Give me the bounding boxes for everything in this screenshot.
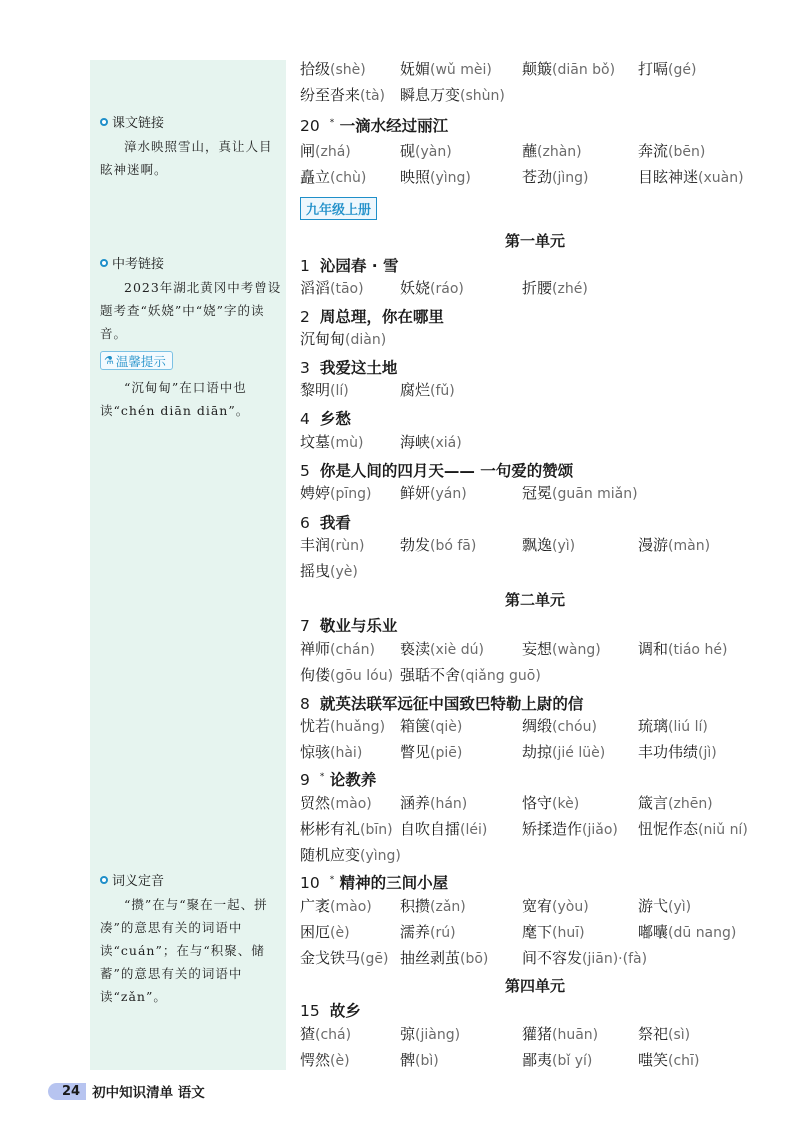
vocab-word [638, 638, 727, 659]
vocab-hanzi: 抽丝剥茧 [400, 949, 461, 967]
lesson-heading: 7 敬业与乐业 [300, 617, 398, 635]
vocab-pinyin: (hài) [330, 745, 363, 761]
unit-heading: 第四单元 [504, 977, 565, 995]
vocab-hanzi: 妩媚 [400, 60, 431, 78]
vocab-pinyin: (huān) [552, 1027, 599, 1043]
vocab-pinyin: (yì) [668, 899, 692, 915]
vocab-word [522, 58, 615, 79]
vocab-hanzi: 猹 [300, 1025, 316, 1043]
vocab-pinyin: (màn) [668, 538, 711, 554]
vocab-row [300, 560, 770, 584]
vocab-pinyin: (mào) [330, 899, 372, 915]
vocab-word [522, 818, 618, 839]
vocab-pinyin: (yìng) [360, 848, 401, 864]
vocab-word [638, 1023, 690, 1044]
vocab-word [400, 140, 452, 161]
vocab-row [300, 715, 770, 739]
vocab-word [400, 166, 471, 187]
vocab-pinyin: (diān bǒ) [552, 62, 616, 78]
vocab-word [400, 84, 505, 105]
vocab-word [522, 792, 579, 813]
vocab-word [638, 715, 708, 736]
vocab-word [522, 638, 601, 659]
vocab-row [300, 1049, 770, 1073]
vocab-pinyin: (yè) [330, 564, 358, 580]
vocab-hanzi: 海峡 [400, 433, 431, 451]
lesson-heading: 4 乡愁 [300, 410, 351, 428]
vocab-hanzi: 髀 [400, 1051, 416, 1069]
vocab-row [300, 844, 770, 868]
vocab-pinyin: (è) [330, 1053, 350, 1069]
vocab-hanzi: 妄想 [522, 640, 553, 658]
vocab-word [638, 741, 717, 762]
vocab-hanzi: 娉婷 [300, 484, 331, 502]
vocab-hanzi: 间不容发 [522, 949, 583, 967]
vocab-pinyin: (mào) [330, 796, 372, 812]
vocab-word [400, 277, 464, 298]
lesson-heading: 10 * 精神的三间小屋 [300, 874, 449, 892]
vocab-hanzi: 颠簸 [522, 60, 553, 78]
vocab-pinyin: (niǔ ní) [698, 822, 748, 838]
page-number: 24 [48, 1083, 86, 1100]
vocab-pinyin: (bì) [415, 1053, 439, 1069]
vocab-hanzi: 金戈铁马 [300, 949, 361, 967]
vocab-row [300, 638, 770, 662]
vocab-hanzi: 沉甸甸 [300, 330, 346, 348]
vocab-hanzi: 贸然 [300, 794, 331, 812]
vocab-pinyin: (bǐ yí) [552, 1053, 593, 1069]
vocab-word [638, 895, 691, 916]
vocab-hanzi: 涵养 [400, 794, 431, 812]
vocab-pinyin: (fǔ) [430, 383, 455, 399]
vocab-word [638, 166, 744, 187]
vocab-hanzi: 勃发 [400, 536, 431, 554]
vocab-word [522, 715, 597, 736]
sidebar-tip-title: 温馨提示 [115, 353, 166, 369]
vocab-hanzi: 鲜妍 [400, 484, 431, 502]
vocab-row [300, 921, 770, 945]
vocab-hanzi: 瞬息万变 [400, 86, 461, 104]
vocab-hanzi: 忧若 [300, 717, 331, 735]
vocab-word [400, 895, 466, 916]
vocab-pinyin: (gé) [668, 62, 697, 78]
vocab-hanzi: 丰润 [300, 536, 331, 554]
vocab-hanzi: 弶 [400, 1025, 416, 1043]
vocab-hanzi: 禅师 [300, 640, 331, 658]
sidebar-kewen [100, 112, 282, 181]
vocab-hanzi: 恪守 [522, 794, 553, 812]
vocab-row [300, 482, 770, 506]
vocab-row [300, 792, 770, 816]
vocab-pinyin: (zhàn) [537, 144, 582, 160]
vocab-pinyin: (hán) [430, 796, 468, 812]
vocab-hanzi: 忸怩作态 [638, 820, 699, 838]
vocab-hanzi: 蘸 [522, 142, 538, 160]
vocab-word [300, 140, 351, 161]
vocab-row [300, 741, 770, 765]
vocab-hanzi: 鄙夷 [522, 1051, 553, 1069]
vocab-pinyin: (chóu) [552, 719, 597, 735]
vocab-pinyin: (lí) [330, 383, 349, 399]
vocab-hanzi: 嗤笑 [638, 1051, 669, 1069]
vocab-word [400, 58, 492, 79]
vocab-word [522, 534, 575, 555]
vocab-pinyin: (kè) [552, 796, 580, 812]
vocab-hanzi: 箴言 [638, 794, 669, 812]
vocab-hanzi: 嘟囔 [638, 923, 669, 941]
vocab-pinyin: (liú lí) [668, 719, 708, 735]
vocab-hanzi: 强聒不舍 [400, 666, 461, 684]
vocab-hanzi: 佝偻 [300, 666, 331, 684]
vocab-word [522, 1023, 598, 1044]
lesson-heading: 9 * 论教养 [300, 771, 377, 789]
unit-heading: 第一单元 [504, 232, 565, 250]
vocab-pinyin: (pīng) [330, 486, 372, 502]
vocab-word [400, 482, 467, 503]
thermometer-icon: ⚗ [104, 354, 114, 367]
vocab-pinyin: (bēn) [668, 144, 706, 160]
vocab-word [522, 140, 582, 161]
vocab-word [522, 921, 585, 942]
vocab-hanzi: 麾下 [522, 923, 553, 941]
tip-badge [100, 351, 173, 370]
vocab-hanzi: 冠冕 [522, 484, 553, 502]
vocab-pinyin: (gē) [360, 951, 389, 967]
vocab-pinyin: (tāo) [330, 281, 364, 297]
vocab-row [300, 664, 770, 688]
vocab-pinyin: (zhá) [315, 144, 351, 160]
vocab-hanzi: 映照 [400, 168, 431, 186]
vocab-row [300, 947, 770, 971]
lesson-heading: 20 * 一滴水经过丽江 [300, 117, 449, 135]
vocab-pinyin: (piē) [430, 745, 463, 761]
vocab-word [300, 844, 401, 865]
vocab-word [300, 947, 388, 968]
vocab-pinyin: (chù) [330, 170, 367, 186]
bullet-icon [100, 876, 108, 884]
vocab-word [300, 431, 363, 452]
vocab-word [300, 921, 350, 942]
vocab-hanzi: 滔滔 [300, 279, 331, 297]
vocab-row [300, 166, 770, 190]
vocab-pinyin: (bó fā) [430, 538, 477, 554]
vocab-pinyin: (yìng) [430, 170, 471, 186]
vocab-hanzi: 打嗝 [638, 60, 669, 78]
vocab-pinyin: (diàn) [345, 332, 387, 348]
vocab-pinyin: (tà) [360, 88, 386, 104]
vocab-word [522, 1049, 592, 1070]
vocab-pinyin: (wàng) [552, 642, 601, 658]
vocab-hanzi: 矫揉造作 [522, 820, 583, 838]
vocab-word [522, 482, 638, 503]
vocab-hanzi: 腐烂 [400, 381, 431, 399]
vocab-hanzi: 纷至沓来 [300, 86, 361, 104]
vocab-pinyin: (xuàn) [698, 170, 744, 186]
vocab-hanzi: 随机应变 [300, 846, 361, 864]
grade-badge: 九年级上册 [300, 197, 377, 220]
vocab-pinyin: (zǎn) [430, 899, 466, 915]
vocab-pinyin: (è) [330, 925, 350, 941]
vocab-word [522, 741, 605, 762]
vocab-word [522, 277, 588, 298]
vocab-word [400, 921, 456, 942]
vocab-word [300, 1023, 351, 1044]
vocab-hanzi: 砚 [400, 142, 416, 160]
vocab-hanzi: 矗立 [300, 168, 331, 186]
sidebar-ciyi-title: 词义定音 [112, 874, 165, 889]
vocab-hanzi: 丰功伟绩 [638, 743, 699, 761]
vocab-hanzi: 绸缎 [522, 717, 553, 735]
vocab-word [400, 1023, 460, 1044]
vocab-word [400, 741, 462, 762]
vocab-pinyin: (rùn) [330, 538, 365, 554]
vocab-word [300, 84, 385, 105]
vocab-row [300, 895, 770, 919]
vocab-word [300, 895, 372, 916]
vocab-pinyin: (gōu lóu) [330, 668, 394, 684]
vocab-hanzi: 闸 [300, 142, 316, 160]
vocab-word [400, 379, 455, 400]
unit-heading: 第二单元 [504, 591, 565, 609]
vocab-word [300, 664, 393, 685]
vocab-pinyin: (dū nang) [668, 925, 737, 941]
vocab-word [522, 895, 589, 916]
sidebar-kewen-text: 漳水映照雪山，真让人目眩神迷啊。 [100, 139, 273, 177]
lesson-heading: 5 你是人间的四月天—— 一句爱的赞颂 [300, 462, 574, 480]
vocab-pinyin: (yì) [552, 538, 576, 554]
vocab-pinyin: (tiáo hé) [668, 642, 728, 658]
vocab-pinyin: (ráo) [430, 281, 464, 297]
vocab-pinyin: (huǎng) [330, 719, 386, 735]
vocab-pinyin: (xiá) [430, 435, 462, 451]
vocab-hanzi: 奔流 [638, 142, 669, 160]
vocab-pinyin: (rú) [430, 925, 456, 941]
sidebar-ciyi [100, 870, 282, 1008]
vocab-word [300, 277, 364, 298]
vocab-pinyin: (sì) [668, 1027, 691, 1043]
vocab-pinyin: (yàn) [415, 144, 452, 160]
book-title: 初中知识清单 语文 [92, 1085, 205, 1101]
vocab-hanzi: 宽宥 [522, 897, 553, 915]
vocab-pinyin: (jiān) [582, 951, 619, 967]
vocab-hanzi: 漫游 [638, 536, 669, 554]
vocab-hanzi: 困厄 [300, 923, 331, 941]
page-footer [48, 1080, 205, 1102]
bullet-icon [100, 118, 108, 126]
vocab-hanzi: 亵渎 [400, 640, 431, 658]
sidebar-tip [100, 349, 282, 422]
vocab-pinyin: (shè) [330, 62, 366, 78]
vocab-pinyin: (jié lüè) [552, 745, 606, 761]
vocab-word [638, 140, 705, 161]
vocab-pinyin: (jìng) [552, 170, 589, 186]
vocab-row [300, 277, 770, 301]
vocab-pinyin: (qiǎng guō) [460, 668, 541, 684]
vocab-row [300, 328, 770, 352]
vocab-pinyin: (bīn) [360, 822, 393, 838]
vocab-pinyin: (zhé) [552, 281, 588, 297]
sidebar-zhongkao [100, 253, 282, 345]
vocab-pinyin: (mù) [330, 435, 364, 451]
vocab-hanzi: 飘逸 [522, 536, 553, 554]
vocab-hanzi: 惊骇 [300, 743, 331, 761]
vocab-word [638, 792, 713, 813]
vocab-word [638, 58, 696, 79]
vocab-word [300, 715, 385, 736]
vocab-row [300, 84, 770, 108]
vocab-word [522, 166, 588, 187]
vocab-hanzi: 彬彬有礼 [300, 820, 361, 838]
vocab-row [300, 1023, 770, 1047]
vocab-word [522, 947, 647, 968]
bullet-icon [100, 259, 108, 267]
vocab-pinyin: (yòu) [552, 899, 589, 915]
vocab-word [638, 818, 748, 839]
vocab-word [300, 560, 358, 581]
vocab-pinyin: (guān miǎn) [552, 486, 638, 502]
lesson-heading: 3 我爱这土地 [300, 359, 398, 377]
sidebar-zhongkao-text: 2023年湖北黄冈中考曾设题考查“妖娆”中“娆”字的读音。 [100, 280, 282, 341]
vocab-hanzi: 瞥见 [400, 743, 431, 761]
vocab-hanzi: 苍劲 [522, 168, 553, 186]
vocab-pinyin: (jiàng) [415, 1027, 461, 1043]
lesson-heading: 6 我看 [300, 514, 351, 532]
vocab-pinyin: (wǔ mèi) [430, 62, 492, 78]
vocab-word [300, 58, 366, 79]
lesson-heading: 2 周总理，你在哪里 [300, 308, 444, 326]
vocab-hanzi: 黎明 [300, 381, 331, 399]
vocab-row [300, 818, 770, 842]
vocab-word [300, 741, 362, 762]
vocab-word [300, 328, 386, 349]
vocab-hanzi: 妖娆 [400, 279, 431, 297]
vocab-word [400, 792, 467, 813]
vocab-hanzi: 目眩神迷 [638, 168, 699, 186]
vocab-row [300, 140, 770, 164]
vocab-row [300, 431, 770, 455]
vocab-word [400, 534, 476, 555]
vocab-pinyin: (qiè) [430, 719, 463, 735]
sidebar-zhongkao-title: 中考链接 [112, 257, 165, 272]
vocab-row [300, 379, 770, 403]
vocab-pinyin: (chá) [315, 1027, 352, 1043]
lesson-heading: 1 沁园春 · 雪 [300, 257, 399, 275]
sidebar-tip-text: “沉甸甸”在口语中也读“chén diān diān”。 [100, 380, 250, 418]
vocab-pinyin: (jiǎo) [582, 822, 618, 838]
vocab-word [400, 1049, 439, 1070]
vocab-hanzi: 祭祀 [638, 1025, 669, 1043]
vocab-word [300, 638, 375, 659]
vocab-pinyin: (jì) [698, 745, 717, 761]
vocab-hanzi: 琉璃 [638, 717, 669, 735]
vocab-hanzi: 愕然 [300, 1051, 331, 1069]
vocab-pinyin: (chī) [668, 1053, 700, 1069]
vocab-word [400, 947, 488, 968]
vocab-hanzi: 调和 [638, 640, 669, 658]
vocab-hanzi: 獾猪 [522, 1025, 553, 1043]
vocab-word [300, 818, 393, 839]
pinyin-separator: · [618, 951, 623, 967]
vocab-hanzi: 箱箧 [400, 717, 431, 735]
vocab-word [400, 638, 484, 659]
vocab-word [400, 431, 462, 452]
vocab-hanzi: 游弋 [638, 897, 669, 915]
vocab-row [300, 58, 770, 82]
lesson-heading: 15 故乡 [300, 1002, 361, 1020]
sidebar-ciyi-text: “攒”在与“聚在一起、拼凑”的意思有关的词语中读“cuán”；在与“积聚、储蓄”的意思有关的词语中读“zǎn”。 [100, 897, 268, 1004]
vocab-hanzi: 摇曳 [300, 562, 331, 580]
vocab-hanzi: 拾级 [300, 60, 331, 78]
vocab-word [400, 818, 487, 839]
vocab-word [638, 534, 710, 555]
vocab-hanzi: 积攒 [400, 897, 431, 915]
vocab-hanzi: 自吹自擂 [400, 820, 461, 838]
vocab-hanzi: 濡养 [400, 923, 431, 941]
vocab-word [300, 166, 366, 187]
vocab-hanzi: 广袤 [300, 897, 331, 915]
vocab-pinyin: (bō) [460, 951, 489, 967]
lesson-heading: 8 就英法联军远征中国致巴特勒上尉的信 [300, 695, 584, 713]
vocab-pinyin: (shùn) [460, 88, 505, 104]
vocab-word [300, 792, 372, 813]
vocab-word [300, 482, 371, 503]
sidebar-kewen-title: 课文链接 [112, 116, 165, 131]
vocab-hanzi: 折腰 [522, 279, 553, 297]
vocab-pinyin: (léi) [460, 822, 488, 838]
vocab-pinyin: (huī) [552, 925, 585, 941]
vocab-word [638, 1049, 699, 1070]
vocab-word [300, 534, 364, 555]
vocab-hanzi: 劫掠 [522, 743, 553, 761]
vocab-word [300, 379, 349, 400]
vocab-pinyin: (xiè dú) [430, 642, 484, 658]
vocab-word [400, 715, 462, 736]
vocab-pinyin: (chán) [330, 642, 375, 658]
vocab-word [300, 1049, 350, 1070]
vocab-word [400, 664, 541, 685]
vocab-hanzi: 坟墓 [300, 433, 331, 451]
vocab-row [300, 534, 770, 558]
vocab-word [638, 921, 736, 942]
vocab-pinyin: (zhēn) [668, 796, 713, 812]
vocab-pinyin: (fà) [622, 951, 648, 967]
vocab-pinyin: (yán) [430, 486, 467, 502]
